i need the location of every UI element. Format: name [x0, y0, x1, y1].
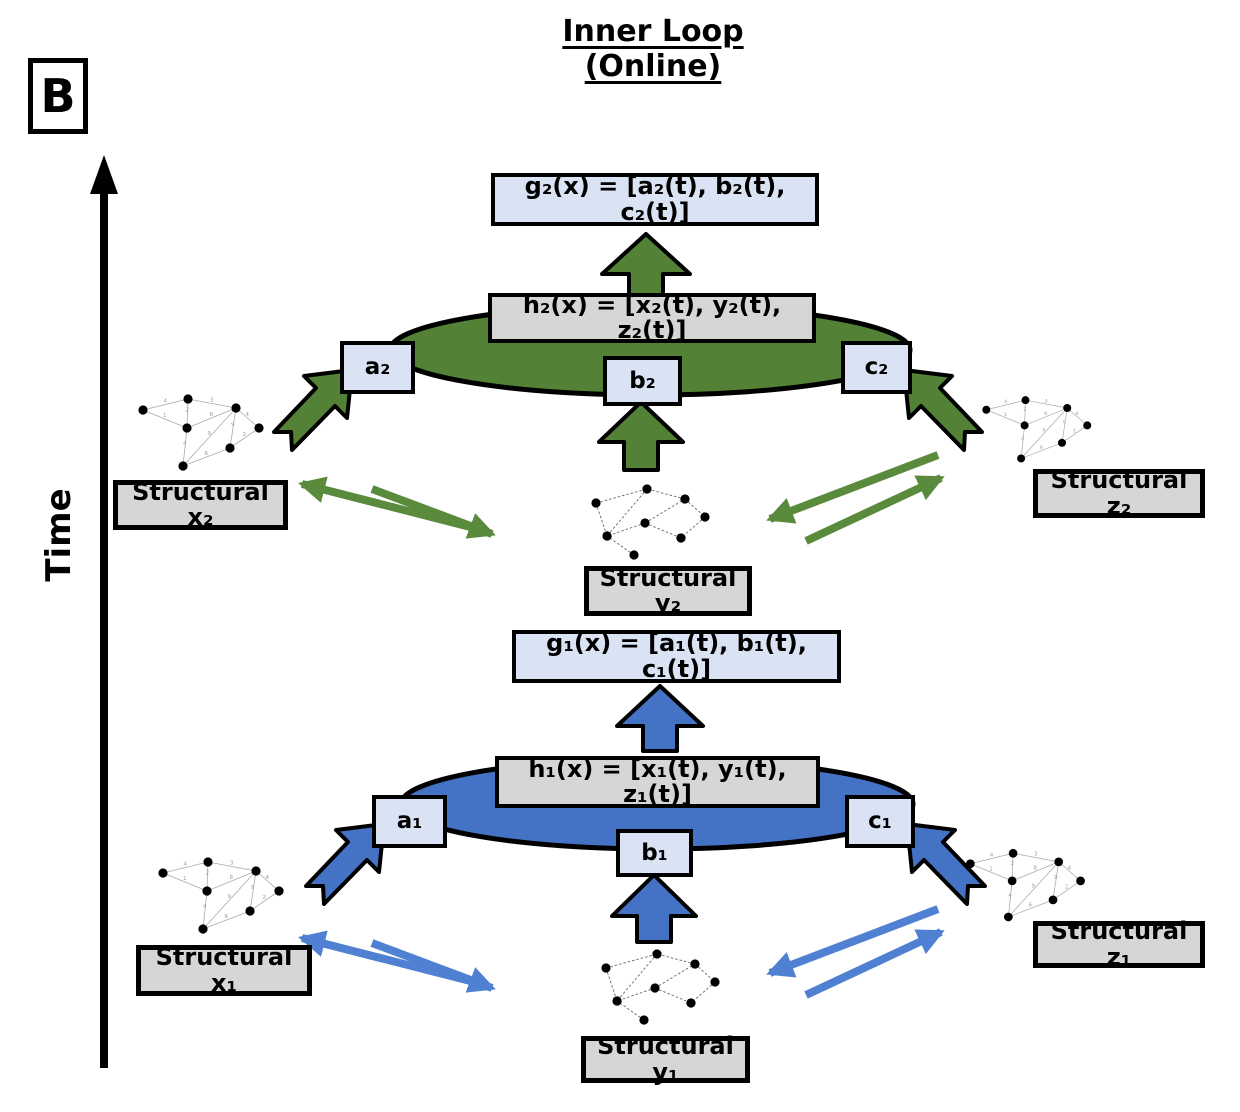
svg-text:3: 3: [1034, 851, 1038, 858]
time-axis-label: Time: [39, 488, 79, 582]
svg-text:8: 8: [209, 412, 213, 418]
svg-text:2: 2: [242, 432, 246, 438]
g1-function-box: g₁(x) = [a₁(t), b₁(t), c₁(t)]: [512, 630, 841, 683]
svg-text:9: 9: [227, 894, 231, 900]
y1-z1-double-arrow: [770, 909, 941, 995]
node-b2-box: b₂: [603, 356, 682, 406]
figure-title-line2: (Online): [584, 49, 722, 84]
y2-z2-double-arrow: [770, 455, 941, 541]
b2-up-arrow: [599, 402, 683, 470]
svg-text:9: 9: [1053, 874, 1058, 881]
g1-up-arrow: [617, 686, 703, 751]
svg-text:4: 4: [1075, 411, 1079, 417]
figure-title: [453, 14, 853, 84]
svg-text:4: 4: [183, 861, 187, 868]
g2-function-box: g₂(x) = [a₂(t), b₂(t), c₂(t)]: [491, 173, 819, 226]
figure-title-line1: Inner Loop: [562, 14, 744, 49]
svg-text:4: 4: [1004, 400, 1008, 406]
svg-text:9: 9: [1042, 428, 1046, 434]
h1-function-box: h₁(x) = [x₁(t), y₁(t), z₁(t)]: [495, 756, 820, 808]
time-axis-arrow: [90, 155, 118, 1068]
svg-text:2: 2: [205, 870, 209, 877]
graph-structural-x1: [158, 857, 283, 933]
node-a2-box: a₂: [340, 341, 415, 394]
graph-structural-y2: [591, 484, 709, 559]
h2-function-box: h₂(x) = [x₂(t), y₂(t), z₂(t)]: [488, 293, 816, 343]
node-b1-box: b₁: [616, 829, 693, 877]
svg-text:4: 4: [245, 412, 249, 418]
svg-text:1: 1: [163, 413, 167, 419]
graph-structural-x2: [138, 394, 263, 470]
svg-text:2: 2: [1072, 429, 1076, 435]
svg-text:6: 6: [1028, 902, 1033, 909]
svg-text:8: 8: [229, 875, 233, 881]
svg-text:9: 9: [1062, 420, 1066, 426]
svg-text:4: 4: [1021, 437, 1025, 443]
svg-text:3: 3: [1044, 399, 1048, 405]
svg-text:4: 4: [989, 852, 994, 859]
g2-up-arrow: [602, 234, 690, 298]
structural-x2-box: Structural x₂: [113, 480, 288, 530]
node-a1-box: a₁: [372, 795, 447, 848]
svg-text:9: 9: [251, 885, 255, 891]
panel-label: B: [28, 58, 88, 134]
svg-text:6: 6: [1039, 445, 1043, 451]
svg-text:6: 6: [204, 451, 208, 457]
svg-text:8: 8: [1044, 411, 1048, 417]
svg-text:4: 4: [1008, 893, 1012, 899]
graph-structural-z2: [982, 396, 1091, 462]
svg-text:3: 3: [230, 860, 234, 867]
svg-text:9: 9: [1031, 883, 1035, 890]
b1-up-arrow: [612, 875, 696, 942]
svg-text:4: 4: [203, 904, 207, 910]
svg-text:4: 4: [163, 398, 167, 405]
node-c2-box: c₂: [841, 341, 912, 394]
svg-text:4: 4: [183, 441, 187, 447]
x1-y1-double-arrow: [302, 938, 492, 988]
svg-text:1: 1: [989, 866, 993, 873]
structural-y1-box: Structural y₁: [581, 1036, 750, 1083]
svg-text:2: 2: [1010, 861, 1015, 868]
structural-x1-box: Structural x₁: [136, 945, 312, 996]
svg-text:2: 2: [262, 895, 266, 901]
structural-y2-box: Structural y₂: [584, 566, 752, 616]
svg-text:2: 2: [185, 407, 189, 414]
svg-text:3: 3: [210, 397, 214, 404]
svg-text:6: 6: [224, 914, 228, 920]
svg-text:2: 2: [1064, 884, 1069, 891]
svg-text:4: 4: [1067, 865, 1072, 872]
svg-text:2: 2: [1023, 408, 1027, 414]
svg-text:1: 1: [183, 876, 187, 882]
svg-text:1: 1: [1003, 412, 1007, 418]
c2-in-arrow: [904, 370, 982, 450]
structural-z2-box: Structural z₂: [1033, 469, 1205, 518]
svg-text:9: 9: [207, 431, 211, 437]
svg-text:4: 4: [265, 875, 269, 881]
x2-y2-double-arrow: [302, 484, 492, 534]
svg-text:8: 8: [1033, 865, 1037, 872]
svg-text:9: 9: [231, 422, 235, 428]
structural-z1-box: Structural z₁: [1033, 921, 1205, 968]
graph-structural-y1: [601, 949, 719, 1024]
node-c1-box: c₁: [845, 795, 915, 848]
